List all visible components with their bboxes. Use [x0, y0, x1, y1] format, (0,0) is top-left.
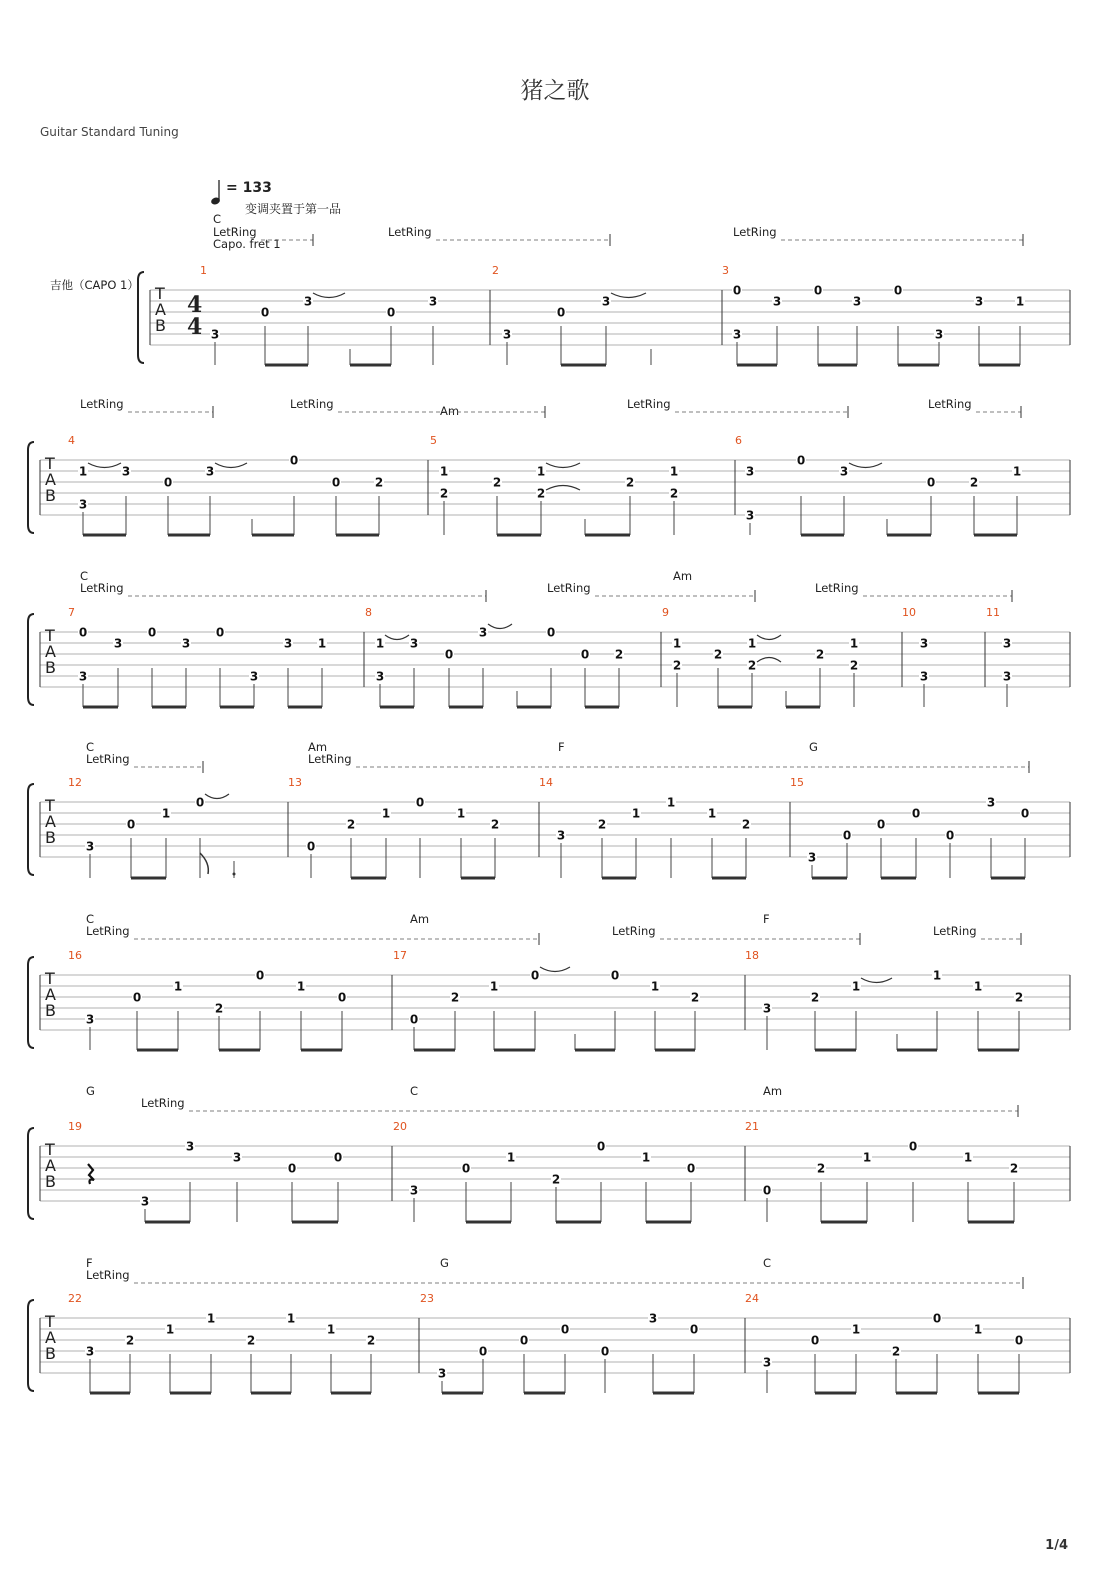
tab-clef-letter: T	[45, 1312, 55, 1331]
letring-label: LetRing	[141, 1096, 185, 1110]
fret-number: 0	[386, 305, 396, 320]
fret-number: 2	[672, 658, 682, 673]
fret-number: 3	[601, 294, 611, 309]
measure-number: 7	[68, 606, 75, 619]
fret-number: 3	[745, 508, 755, 523]
measure-number: 19	[68, 1120, 82, 1133]
system-bracket	[28, 442, 34, 533]
letring-label: LetRing	[308, 752, 352, 766]
fret-number: 0	[610, 968, 620, 983]
fret-number: 3	[1002, 669, 1012, 684]
fret-number: 1	[326, 1322, 336, 1337]
fret-number: 2	[439, 486, 449, 501]
fret-number: 3	[185, 1139, 195, 1154]
fret-number: 0	[689, 1322, 699, 1337]
tie-arc	[546, 486, 580, 491]
fret-number: 1	[747, 636, 757, 651]
fret-number: 0	[796, 453, 806, 468]
letring-label: LetRing	[815, 581, 859, 595]
fret-number: 3	[85, 839, 95, 854]
fret-number: 3	[85, 1012, 95, 1027]
chord-name: Am	[410, 912, 430, 926]
fret-number: 2	[366, 1333, 376, 1348]
letring-label: LetRing	[733, 225, 777, 239]
fret-number: 0	[409, 1012, 419, 1027]
tab-clef-letter: B	[155, 316, 166, 335]
fret-number: 3	[852, 294, 862, 309]
fret-number: 3	[648, 1311, 658, 1326]
fret-number: 1	[849, 636, 859, 651]
letring-label: LetRing	[80, 397, 124, 411]
fret-number: 2	[816, 1161, 826, 1176]
fret-number: 0	[287, 1161, 297, 1176]
system-bracket	[28, 614, 34, 705]
fret-number: 0	[732, 283, 742, 298]
fret-number: 0	[926, 475, 936, 490]
tab-clef-letter: A	[45, 642, 56, 661]
fret-number: 3	[919, 636, 929, 651]
fret-number: 3	[478, 625, 488, 640]
tie-arc	[757, 635, 781, 640]
fret-number: 3	[78, 497, 88, 512]
fret-number: 3	[934, 327, 944, 342]
fret-number: 1	[296, 979, 306, 994]
fret-number: 3	[283, 636, 293, 651]
measure-number: 9	[662, 606, 669, 619]
fret-number: 3	[210, 327, 220, 342]
fret-number: 0	[686, 1161, 696, 1176]
tab-clef-letter: B	[45, 828, 56, 847]
system-bracket	[138, 272, 144, 363]
fret-number: 3	[409, 1183, 419, 1198]
letring-label: LetRing	[86, 752, 130, 766]
fret-number: 2	[246, 1333, 256, 1348]
fret-number: 0	[126, 817, 136, 832]
fret-number: 0	[911, 806, 921, 821]
chord-name: C	[213, 212, 222, 226]
duration-dot	[233, 873, 236, 876]
fret-number: 0	[415, 795, 425, 810]
tab-clef-letter: B	[45, 658, 56, 677]
fret-number: 1	[963, 1150, 973, 1165]
fret-number: 1	[286, 1311, 296, 1326]
chord-name: G	[440, 1256, 449, 1270]
fret-number: 1	[206, 1311, 216, 1326]
chord-name: C	[763, 1256, 772, 1270]
tie-arc	[757, 658, 781, 663]
fret-number: 2	[713, 647, 723, 662]
fret-number: 2	[810, 990, 820, 1005]
fret-number: 0	[78, 625, 88, 640]
measure-number: 16	[68, 949, 82, 962]
fret-number: 3	[249, 669, 259, 684]
letring-label: LetRing	[80, 581, 124, 595]
fret-number: 3	[762, 1001, 772, 1016]
letring-label: LetRing	[86, 1268, 130, 1282]
fret-number: 0	[337, 990, 347, 1005]
instrument-name: 吉他（CAPO 1）	[50, 278, 139, 292]
fret-number: 2	[815, 647, 825, 662]
fret-number: 1	[381, 806, 391, 821]
measure-number: 10	[902, 606, 916, 619]
fret-number: 1	[851, 979, 861, 994]
letring-label: LetRing	[290, 397, 334, 411]
measure-number: 6	[735, 434, 742, 447]
measure-number: 8	[365, 606, 372, 619]
measure-number: 23	[420, 1292, 434, 1305]
fret-number: 3	[78, 669, 88, 684]
fret-number: 1	[666, 795, 676, 810]
letring-label: LetRing	[213, 225, 257, 239]
tab-clef-letter: A	[45, 1156, 56, 1175]
fret-number: 1	[932, 968, 942, 983]
tuning-label: Guitar Standard Tuning	[40, 125, 179, 139]
system-bracket	[28, 957, 34, 1048]
tie-arc	[861, 978, 892, 983]
fret-number: 0	[762, 1183, 772, 1198]
chord-name: G	[809, 740, 818, 754]
letring-label: LetRing	[933, 924, 977, 938]
fret-number: 1	[165, 1322, 175, 1337]
measure-number: 14	[539, 776, 553, 789]
measure-number: 22	[68, 1292, 82, 1305]
fret-number: 1	[489, 979, 499, 994]
fret-number: 3	[303, 294, 313, 309]
chord-name: Am	[440, 404, 460, 418]
tie-arc	[88, 463, 121, 468]
fret-number: 0	[333, 1150, 343, 1165]
chord-name: F	[763, 912, 770, 926]
fret-number: 0	[893, 283, 903, 298]
chord-name: F	[86, 1256, 93, 1270]
fret-number: 3	[113, 636, 123, 651]
fret-number: 0	[813, 283, 823, 298]
fret-number: 3	[762, 1355, 772, 1370]
fret-number: 3	[140, 1194, 150, 1209]
measure-number: 5	[430, 434, 437, 447]
tie-arc	[313, 293, 345, 298]
chord-name: Am	[673, 569, 693, 583]
measure-number: 4	[68, 434, 75, 447]
fret-number: 0	[519, 1333, 529, 1348]
time-signature-top: 4	[187, 292, 203, 318]
fret-number: 1	[506, 1150, 516, 1165]
capo-fret-label: Capo. fret 1	[213, 237, 281, 251]
fret-number: 0	[596, 1139, 606, 1154]
fret-number: 3	[85, 1344, 95, 1359]
fret-number: 0	[580, 647, 590, 662]
fret-number: 0	[444, 647, 454, 662]
tab-clef-letter: A	[45, 985, 56, 1004]
fret-number: 0	[289, 453, 299, 468]
tie-arc	[205, 794, 229, 799]
fret-number: 0	[163, 475, 173, 490]
fret-number: 2	[625, 475, 635, 490]
fret-number: 0	[842, 828, 852, 843]
fret-number: 1	[851, 1322, 861, 1337]
fret-number: 0	[546, 625, 556, 640]
letring-label: LetRing	[928, 397, 972, 411]
fret-number: 3	[772, 294, 782, 309]
fret-number: 2	[490, 817, 500, 832]
fret-number: 0	[215, 625, 225, 640]
tab-clef-letter: T	[45, 969, 55, 988]
fret-number: 0	[147, 625, 157, 640]
fret-number: 3	[502, 327, 512, 342]
fret-number: 1	[672, 636, 682, 651]
fret-number: 1	[317, 636, 327, 651]
fret-number: 2	[1009, 1161, 1019, 1176]
chord-name: C	[86, 912, 95, 926]
fret-number: 3	[181, 636, 191, 651]
tab-clef-letter: B	[45, 486, 56, 505]
fret-number: 3	[205, 464, 215, 479]
note-flag	[200, 853, 208, 874]
fret-number: 0	[560, 1322, 570, 1337]
tab-clef-letter: B	[45, 1172, 56, 1191]
chord-name: Am	[763, 1084, 783, 1098]
fret-number: 3	[732, 327, 742, 342]
fret-number: 3	[232, 1150, 242, 1165]
fret-number: 1	[161, 806, 171, 821]
fret-number: 2	[849, 658, 859, 673]
fret-number: 1	[973, 979, 983, 994]
fret-number: 2	[1014, 990, 1024, 1005]
tie-arc	[611, 293, 646, 298]
fret-number: 3	[986, 795, 996, 810]
fret-number: 2	[214, 1001, 224, 1016]
fret-number: 2	[669, 486, 679, 501]
fret-number: 0	[255, 968, 265, 983]
fret-number: 0	[461, 1161, 471, 1176]
system-bracket	[28, 1128, 34, 1219]
tab-clef-letter: B	[45, 1001, 56, 1020]
fret-number: 3	[375, 669, 385, 684]
fret-number: 2	[346, 817, 356, 832]
fret-number: 0	[908, 1139, 918, 1154]
measure-number: 11	[986, 606, 1000, 619]
fret-number: 2	[536, 486, 546, 501]
fret-number: 0	[932, 1311, 942, 1326]
fret-number: 0	[331, 475, 341, 490]
fret-number: 1	[1015, 294, 1025, 309]
fret-number: 2	[741, 817, 751, 832]
chord-name: Am	[308, 740, 328, 754]
fret-number: 2	[614, 647, 624, 662]
system-bracket	[28, 1300, 34, 1391]
measure-number: 13	[288, 776, 302, 789]
letring-label: LetRing	[627, 397, 671, 411]
time-signature-bottom: 4	[187, 314, 203, 340]
fret-number: 1	[439, 464, 449, 479]
fret-number: 3	[556, 828, 566, 843]
chord-name: C	[80, 569, 89, 583]
fret-number: 0	[195, 795, 205, 810]
tie-arc	[215, 463, 247, 468]
tab-clef-letter: T	[45, 1140, 55, 1159]
tie-arc	[849, 463, 882, 468]
fret-number: 3	[839, 464, 849, 479]
fret-number: 1	[375, 636, 385, 651]
fret-number: 0	[132, 990, 142, 1005]
fret-number: 2	[492, 475, 502, 490]
chord-name: C	[86, 740, 95, 754]
tie-arc	[488, 624, 512, 629]
tab-clef-letter: T	[45, 454, 55, 473]
page-number: 1/4	[1045, 1538, 1068, 1553]
tab-clef-letter: T	[45, 626, 55, 645]
fret-number: 2	[374, 475, 384, 490]
fret-number: 3	[807, 850, 817, 865]
fret-number: 0	[1014, 1333, 1024, 1348]
tie-arc	[385, 635, 409, 640]
measure-number: 2	[492, 264, 499, 277]
fret-number: 1	[669, 464, 679, 479]
fret-number: 3	[974, 294, 984, 309]
tie-arc	[546, 463, 580, 468]
fret-number: 1	[173, 979, 183, 994]
measure-number: 20	[393, 1120, 407, 1133]
tab-clef-letter: A	[155, 300, 166, 319]
letring-label: LetRing	[547, 581, 591, 595]
measure-number: 12	[68, 776, 82, 789]
measure-number: 3	[722, 264, 729, 277]
fret-number: 2	[551, 1172, 561, 1187]
measure-number: 17	[393, 949, 407, 962]
fret-number: 0	[600, 1344, 610, 1359]
letring-label: LetRing	[86, 924, 130, 938]
fret-number: 3	[121, 464, 131, 479]
fret-number: 0	[1020, 806, 1030, 821]
fret-number: 0	[530, 968, 540, 983]
tab-clef-letter: T	[45, 796, 55, 815]
tab-clef-letter: A	[45, 812, 56, 831]
letring-label: LetRing	[388, 225, 432, 239]
fret-number: 2	[969, 475, 979, 490]
tab-clef-letter: T	[155, 284, 165, 303]
tab-clef-letter: B	[45, 1344, 56, 1363]
fret-number: 3	[745, 464, 755, 479]
fret-number: 3	[437, 1366, 447, 1381]
measure-number: 15	[790, 776, 804, 789]
tab-clef-letter: A	[45, 470, 56, 489]
measure-number: 1	[200, 264, 207, 277]
fret-number: 0	[876, 817, 886, 832]
fret-number: 2	[125, 1333, 135, 1348]
measure-number: 18	[745, 949, 759, 962]
fret-number: 0	[556, 305, 566, 320]
fret-number: 1	[707, 806, 717, 821]
fret-number: 1	[536, 464, 546, 479]
fret-number: 1	[650, 979, 660, 994]
fret-number: 2	[891, 1344, 901, 1359]
fret-number: 0	[945, 828, 955, 843]
fret-number: 1	[631, 806, 641, 821]
fret-number: 0	[306, 839, 316, 854]
tie-arc	[540, 967, 570, 972]
system-bracket	[28, 784, 34, 875]
fret-number: 1	[1012, 464, 1022, 479]
page-title: 猪之歌	[520, 78, 590, 104]
chord-name: G	[86, 1084, 95, 1098]
fret-number: 0	[260, 305, 270, 320]
chord-name: C	[410, 1084, 419, 1098]
fret-number: 3	[428, 294, 438, 309]
fret-number: 2	[597, 817, 607, 832]
fret-number: 1	[862, 1150, 872, 1165]
fret-number: 1	[456, 806, 466, 821]
fret-number: 0	[478, 1344, 488, 1359]
fret-number: 1	[641, 1150, 651, 1165]
fret-number: 0	[810, 1333, 820, 1348]
measure-number: 21	[745, 1120, 759, 1133]
chord-name: F	[558, 740, 565, 754]
measure-number: 24	[745, 1292, 759, 1305]
fret-number: 1	[78, 464, 88, 479]
quarter-rest-icon	[88, 1164, 94, 1184]
tab-clef-letter: A	[45, 1328, 56, 1347]
fret-number: 3	[409, 636, 419, 651]
fret-number: 3	[1002, 636, 1012, 651]
capo-note: 变调夹置于第一品	[245, 202, 342, 216]
fret-number: 3	[919, 669, 929, 684]
fret-number: 2	[747, 658, 757, 673]
letring-label: LetRing	[612, 924, 656, 938]
fret-number: 2	[690, 990, 700, 1005]
fret-number: 2	[450, 990, 460, 1005]
tempo-marking: = 133	[226, 180, 272, 196]
fret-number: 1	[973, 1322, 983, 1337]
